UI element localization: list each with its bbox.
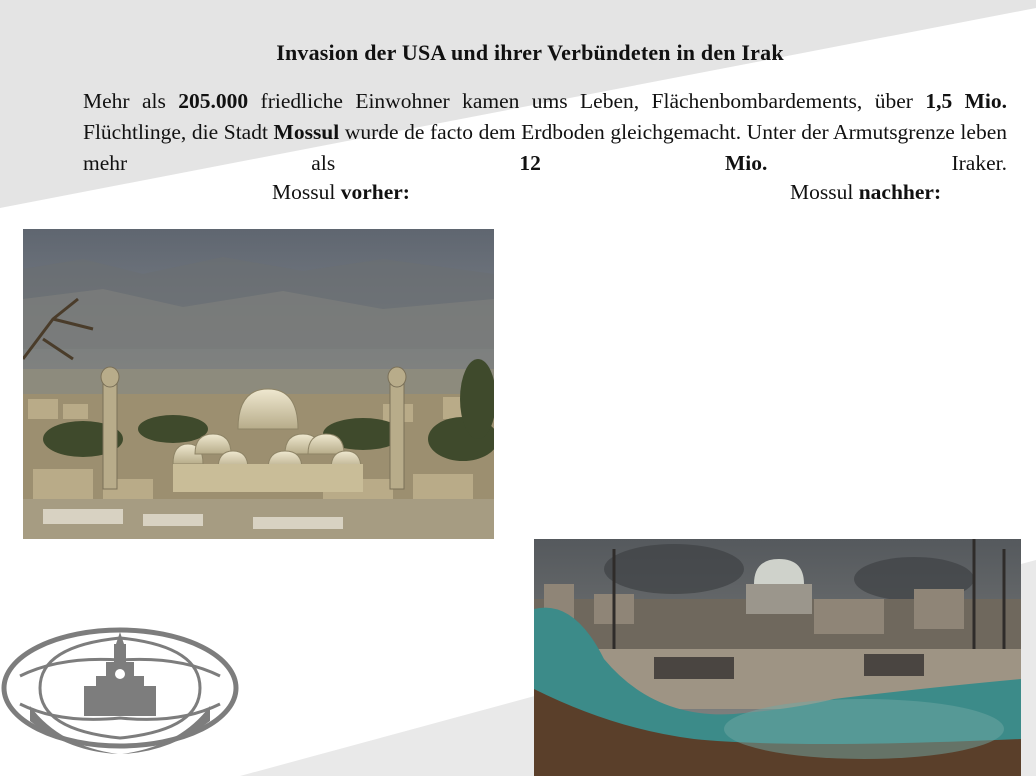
caption-before-prefix: Mossul <box>272 180 341 204</box>
para-bold-2: 1,5 Mio. <box>925 89 1007 113</box>
para-text-1: Mehr als <box>83 89 179 113</box>
caption-after <box>790 180 941 205</box>
para-text-3: Flüchtlinge, die Stadt <box>83 120 274 144</box>
body-paragraph <box>83 86 1007 179</box>
para-text-5: Iraker. <box>767 151 1007 175</box>
slide-title: Invasion der USA und ihrer Verbündeten in den Irak <box>276 40 784 65</box>
para-text-2: friedliche Einwohner kamen ums Leben, Flächenbombardements, über <box>248 89 926 113</box>
mossul-before-photo <box>23 229 494 539</box>
para-bold-3: Mossul <box>273 120 340 144</box>
caption-before <box>272 180 410 205</box>
para-bold-4: 12 Mio. <box>519 151 768 175</box>
mossul-after-photo <box>534 539 1021 776</box>
university-emblem-logo <box>0 626 240 766</box>
caption-after-prefix: Mossul <box>790 180 859 204</box>
para-text-4: wurde de facto dem Erdboden gleichgemacht. Unter der Armutsgrenze leben mehr als <box>83 120 1007 175</box>
para-bold-1: 205.000 <box>178 89 249 113</box>
caption-after-bold: nachher: <box>858 180 942 204</box>
caption-before-bold: vorher: <box>340 180 410 204</box>
